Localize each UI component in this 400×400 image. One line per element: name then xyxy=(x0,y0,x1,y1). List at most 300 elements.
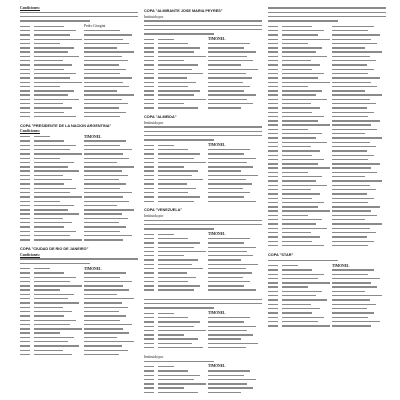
illegible-text xyxy=(144,86,154,87)
illegible-text xyxy=(208,255,253,256)
illegible-text xyxy=(282,56,327,57)
illegible-text xyxy=(268,16,386,17)
illegible-text xyxy=(34,298,68,299)
illegible-text xyxy=(282,299,327,300)
winner-year xyxy=(20,352,32,356)
illegible-text xyxy=(208,64,241,65)
illegible-text xyxy=(84,170,122,171)
illegible-text xyxy=(268,176,278,177)
helmsman-name xyxy=(84,114,142,118)
illegible-text xyxy=(268,325,278,326)
illegible-text xyxy=(84,201,129,202)
illegible-text xyxy=(332,172,377,173)
illegible-text xyxy=(332,286,377,287)
illegible-text xyxy=(144,77,154,78)
illegible-text xyxy=(84,82,123,83)
illegible-text xyxy=(34,281,70,282)
illegible-text xyxy=(208,338,241,339)
illegible-text xyxy=(268,274,278,275)
illegible-text xyxy=(144,387,154,388)
illegible-text xyxy=(34,192,70,193)
illegible-text xyxy=(208,387,253,388)
illegible-text xyxy=(144,39,154,40)
illegible-text xyxy=(34,222,72,223)
illegible-text xyxy=(332,291,365,292)
illegible-text xyxy=(144,131,262,132)
illegible-text xyxy=(332,215,377,216)
illegible-text xyxy=(332,274,368,275)
illegible-text xyxy=(84,298,134,299)
illegible-text xyxy=(268,26,278,27)
illegible-text xyxy=(208,192,250,193)
illegible-text xyxy=(144,289,154,290)
illegible-text xyxy=(20,277,30,278)
illegible-text xyxy=(208,343,258,344)
illegible-text xyxy=(20,175,30,176)
illegible-text xyxy=(332,107,367,108)
illegible-text xyxy=(268,223,278,224)
illegible-text xyxy=(208,82,243,83)
illegible-text xyxy=(84,47,117,48)
illegible-text xyxy=(332,241,374,242)
illegible-text xyxy=(84,235,132,236)
illegible-text xyxy=(20,328,30,329)
illegible-text xyxy=(84,34,132,35)
illegible-text xyxy=(268,56,278,57)
illegible-text xyxy=(20,188,30,189)
illegible-text xyxy=(268,278,278,279)
illegible-text xyxy=(332,133,365,134)
illegible-text xyxy=(158,338,198,339)
illegible-text xyxy=(20,196,30,197)
illegible-text xyxy=(268,142,278,143)
illegible-text xyxy=(34,56,79,57)
illegible-text xyxy=(144,334,154,335)
illegible-text xyxy=(158,289,194,290)
winner-row xyxy=(268,243,390,247)
illegible-text xyxy=(282,295,316,296)
helmsman-name xyxy=(84,238,142,242)
illegible-text xyxy=(158,69,192,70)
illegible-text xyxy=(84,205,117,206)
illegible-text xyxy=(282,146,311,147)
illegible-text xyxy=(34,94,68,95)
illegible-text xyxy=(20,307,30,308)
illegible-text xyxy=(268,291,278,292)
winner-year xyxy=(20,238,32,242)
illegible-text xyxy=(144,162,154,163)
illegible-text xyxy=(268,116,278,117)
illegible-text xyxy=(20,107,30,108)
illegible-text xyxy=(332,137,382,138)
illegible-text xyxy=(20,43,30,44)
illegible-text xyxy=(268,99,278,100)
illegible-text xyxy=(268,172,278,173)
yacht-name xyxy=(34,352,82,356)
illegible-text xyxy=(332,206,380,207)
illegible-text xyxy=(332,103,376,104)
illegible-text xyxy=(34,201,60,202)
illegible-text xyxy=(144,326,154,327)
illegible-text xyxy=(84,226,126,227)
illegible-text xyxy=(332,77,380,78)
illegible-text xyxy=(158,375,200,376)
illegible-text xyxy=(282,317,324,318)
illegible-text xyxy=(332,219,365,220)
illegible-text xyxy=(144,379,154,380)
illegible-text xyxy=(20,324,30,325)
illegible-text xyxy=(144,220,262,221)
conditions-text: Instituida por xyxy=(144,213,164,218)
illegible-text xyxy=(282,228,327,229)
illegible-text xyxy=(332,321,380,322)
helmsman-header-text: TIMONEL xyxy=(332,263,350,268)
illegible-text xyxy=(20,86,30,87)
illegible-text xyxy=(34,69,64,70)
illegible-text xyxy=(268,34,278,35)
illegible-text xyxy=(84,328,123,329)
illegible-text xyxy=(158,99,206,100)
illegible-text xyxy=(208,392,241,393)
illegible-text xyxy=(268,30,278,31)
illegible-text xyxy=(332,26,374,27)
illegible-text xyxy=(84,281,132,282)
illegible-text xyxy=(20,281,30,282)
illegible-text xyxy=(84,60,128,61)
illegible-text xyxy=(144,281,154,282)
illegible-text xyxy=(84,350,128,351)
illegible-text xyxy=(268,43,278,44)
illegible-text xyxy=(144,29,262,30)
conditions-label: Condiciones: xyxy=(20,252,40,257)
illegible-text xyxy=(144,247,154,248)
illegible-text xyxy=(332,163,380,164)
illegible-text xyxy=(208,73,246,74)
illegible-text xyxy=(20,112,30,113)
illegible-text xyxy=(158,153,200,154)
illegible-text xyxy=(20,315,30,316)
illegible-text xyxy=(144,153,154,154)
illegible-text xyxy=(208,47,244,48)
illegible-text xyxy=(144,64,154,65)
illegible-text xyxy=(282,64,320,65)
illegible-text xyxy=(208,149,250,150)
illegible-text xyxy=(282,269,312,270)
illegible-text xyxy=(282,172,308,173)
illegible-text xyxy=(20,345,30,346)
trophy-conditions xyxy=(144,297,266,310)
illegible-text xyxy=(144,192,154,193)
illegible-text xyxy=(144,277,154,278)
illegible-text xyxy=(332,86,377,87)
illegible-text xyxy=(144,383,154,384)
illegible-text xyxy=(144,228,214,229)
helmsman-name xyxy=(208,288,266,292)
illegible-text xyxy=(268,82,278,83)
illegible-text xyxy=(84,277,120,278)
conditions-text: Instituida por xyxy=(144,14,164,19)
winner-row xyxy=(20,238,142,242)
illegible-text xyxy=(158,272,187,273)
illegible-text xyxy=(20,354,30,355)
illegible-text xyxy=(20,268,30,269)
illegible-text xyxy=(332,232,376,233)
illegible-text xyxy=(158,247,194,248)
illegible-text xyxy=(158,158,194,159)
illegible-text xyxy=(34,196,82,197)
illegible-text xyxy=(208,201,256,202)
illegible-text xyxy=(282,282,330,283)
illegible-text xyxy=(268,210,278,211)
illegible-text xyxy=(84,302,122,303)
illegible-text xyxy=(268,137,278,138)
illegible-text xyxy=(144,268,154,269)
illegible-text xyxy=(144,234,154,235)
illegible-text xyxy=(84,294,117,295)
illegible-text xyxy=(34,158,60,159)
illegible-text xyxy=(20,263,90,264)
illegible-text xyxy=(282,167,330,168)
illegible-text xyxy=(332,210,371,211)
illegible-text xyxy=(84,218,128,219)
illegible-text xyxy=(144,149,154,150)
illegible-text xyxy=(282,198,312,199)
illegible-text xyxy=(84,94,134,95)
illegible-text xyxy=(84,39,123,40)
illegible-text xyxy=(144,338,154,339)
illegible-text xyxy=(268,245,278,246)
helmsman-header-text: TIMONEL xyxy=(208,37,226,42)
illegible-text xyxy=(144,103,154,104)
illegible-text xyxy=(268,107,278,108)
illegible-text xyxy=(34,231,76,232)
illegible-text xyxy=(20,82,30,83)
illegible-text xyxy=(20,170,30,171)
illegible-text xyxy=(144,303,262,304)
illegible-text xyxy=(158,379,194,380)
illegible-text xyxy=(332,142,370,143)
illegible-text xyxy=(34,99,79,100)
illegible-text xyxy=(208,326,256,327)
illegible-text xyxy=(34,341,68,342)
illegible-text xyxy=(158,145,174,146)
illegible-text xyxy=(144,175,154,176)
illegible-text xyxy=(20,162,30,163)
illegible-text xyxy=(268,90,278,91)
conditions-text: Instituida por xyxy=(144,120,164,125)
illegible-text xyxy=(208,183,252,184)
illegible-text xyxy=(282,223,316,224)
illegible-text xyxy=(144,224,262,225)
illegible-text xyxy=(158,277,196,278)
illegible-text xyxy=(20,218,30,219)
illegible-text xyxy=(282,112,312,113)
illegible-text xyxy=(84,345,122,346)
illegible-text xyxy=(144,255,154,256)
illegible-text xyxy=(20,51,30,52)
illegible-text xyxy=(20,332,30,333)
illegible-text xyxy=(144,321,154,322)
illegible-text xyxy=(332,60,376,61)
illegible-text xyxy=(268,124,278,125)
trophy-title: COPA "CIUDAD DE RIO DE JANEIRO" xyxy=(20,247,89,252)
illegible-text xyxy=(158,383,206,384)
winner-year xyxy=(144,288,156,292)
illegible-text xyxy=(268,146,278,147)
illegible-text xyxy=(34,320,76,321)
illegible-text xyxy=(158,162,206,163)
illegible-text xyxy=(332,185,370,186)
illegible-text xyxy=(34,103,63,104)
illegible-text xyxy=(158,175,192,176)
illegible-text xyxy=(268,86,278,87)
illegible-text xyxy=(144,126,262,127)
trophy-conditions xyxy=(144,214,266,231)
illegible-text xyxy=(208,60,253,61)
illegible-text xyxy=(268,189,278,190)
helmsman-name xyxy=(208,346,266,350)
illegible-text xyxy=(158,64,198,65)
winner-year xyxy=(144,106,156,110)
illegible-text xyxy=(158,347,203,348)
illegible-text xyxy=(144,82,154,83)
illegible-text xyxy=(268,228,278,229)
winner-year xyxy=(144,346,156,350)
winner-year xyxy=(20,114,32,118)
illegible-text xyxy=(268,103,278,104)
trophy-conditions xyxy=(144,15,266,36)
illegible-text xyxy=(34,285,82,286)
illegible-text xyxy=(158,242,200,243)
illegible-text xyxy=(268,202,278,203)
illegible-text xyxy=(144,139,214,140)
illegible-text xyxy=(332,112,374,113)
illegible-text xyxy=(158,234,174,235)
yacht-name xyxy=(158,346,206,350)
illegible-text xyxy=(208,285,244,286)
illegible-text xyxy=(144,347,154,348)
illegible-text xyxy=(282,236,320,237)
illegible-text xyxy=(332,43,377,44)
illegible-text xyxy=(84,285,123,286)
illegible-text xyxy=(332,236,367,237)
winner-year xyxy=(268,324,280,328)
illegible-text xyxy=(332,223,382,224)
illegible-text xyxy=(144,392,154,393)
winner-row xyxy=(144,199,266,203)
illegible-text xyxy=(34,354,72,355)
illegible-text xyxy=(144,179,154,180)
illegible-text xyxy=(84,196,123,197)
illegible-text xyxy=(332,193,367,194)
illegible-text xyxy=(282,150,320,151)
illegible-text xyxy=(144,272,154,273)
illegible-text xyxy=(332,124,371,125)
illegible-text xyxy=(84,145,120,146)
illegible-text xyxy=(34,60,63,61)
illegible-text xyxy=(282,202,324,203)
yacht-name xyxy=(282,324,330,328)
illegible-text xyxy=(34,268,50,269)
illegible-text xyxy=(332,282,371,283)
illegible-text xyxy=(34,311,72,312)
illegible-text xyxy=(282,241,312,242)
illegible-text xyxy=(332,312,374,313)
illegible-text xyxy=(158,313,174,314)
illegible-text xyxy=(332,146,376,147)
illegible-text xyxy=(268,39,278,40)
illegible-text xyxy=(332,228,370,229)
illegible-text xyxy=(158,259,198,260)
illegible-text xyxy=(282,116,324,117)
illegible-text xyxy=(268,241,278,242)
illegible-text xyxy=(34,183,64,184)
illegible-text xyxy=(20,205,30,206)
illegible-text xyxy=(84,337,117,338)
illegible-text xyxy=(208,379,256,380)
illegible-text xyxy=(84,209,134,210)
illegible-text xyxy=(268,215,278,216)
illegible-text xyxy=(20,239,30,240)
illegible-text xyxy=(144,238,154,239)
illegible-text xyxy=(282,26,312,27)
illegible-text xyxy=(268,47,278,48)
conditions-text: Instituida por xyxy=(144,354,164,359)
trophy-section xyxy=(20,247,142,357)
illegible-text xyxy=(332,64,367,65)
helmsman-name xyxy=(332,243,390,247)
illegible-text xyxy=(268,198,278,199)
illegible-text xyxy=(34,26,64,27)
illegible-text xyxy=(84,90,117,91)
illegible-text xyxy=(34,302,79,303)
illegible-text xyxy=(144,166,154,167)
illegible-text xyxy=(268,219,278,220)
trophy-title: COPA "PRESIDENTE DE LA NACION ARGENTINA" xyxy=(20,123,112,128)
illegible-text xyxy=(20,158,30,159)
illegible-text xyxy=(332,155,374,156)
illegible-text xyxy=(144,20,262,21)
illegible-text xyxy=(144,366,154,367)
illegible-text xyxy=(20,69,30,70)
illegible-text xyxy=(20,136,30,137)
illegible-text xyxy=(20,183,30,184)
yacht-name xyxy=(34,114,82,118)
illegible-text xyxy=(158,201,194,202)
illegible-text xyxy=(144,313,154,314)
illegible-text xyxy=(282,77,318,78)
illegible-text xyxy=(34,34,70,35)
yacht-name xyxy=(158,390,206,394)
illegible-text xyxy=(34,345,79,346)
illegible-text xyxy=(158,188,196,189)
illegible-text xyxy=(20,192,30,193)
trophy-section xyxy=(144,208,266,292)
illegible-text xyxy=(20,201,30,202)
illegible-text xyxy=(208,272,252,273)
winner-year xyxy=(268,243,280,247)
illegible-text xyxy=(84,51,134,52)
illegible-text xyxy=(268,282,278,283)
illegible-text xyxy=(158,334,184,335)
illegible-text xyxy=(20,222,30,223)
illegible-text xyxy=(332,159,368,160)
illegible-text xyxy=(144,69,154,70)
illegible-text xyxy=(282,34,318,35)
illegible-text xyxy=(332,56,370,57)
helmsman-name-text: Pedro Giorgini xyxy=(84,24,106,29)
illegible-text xyxy=(268,265,278,266)
